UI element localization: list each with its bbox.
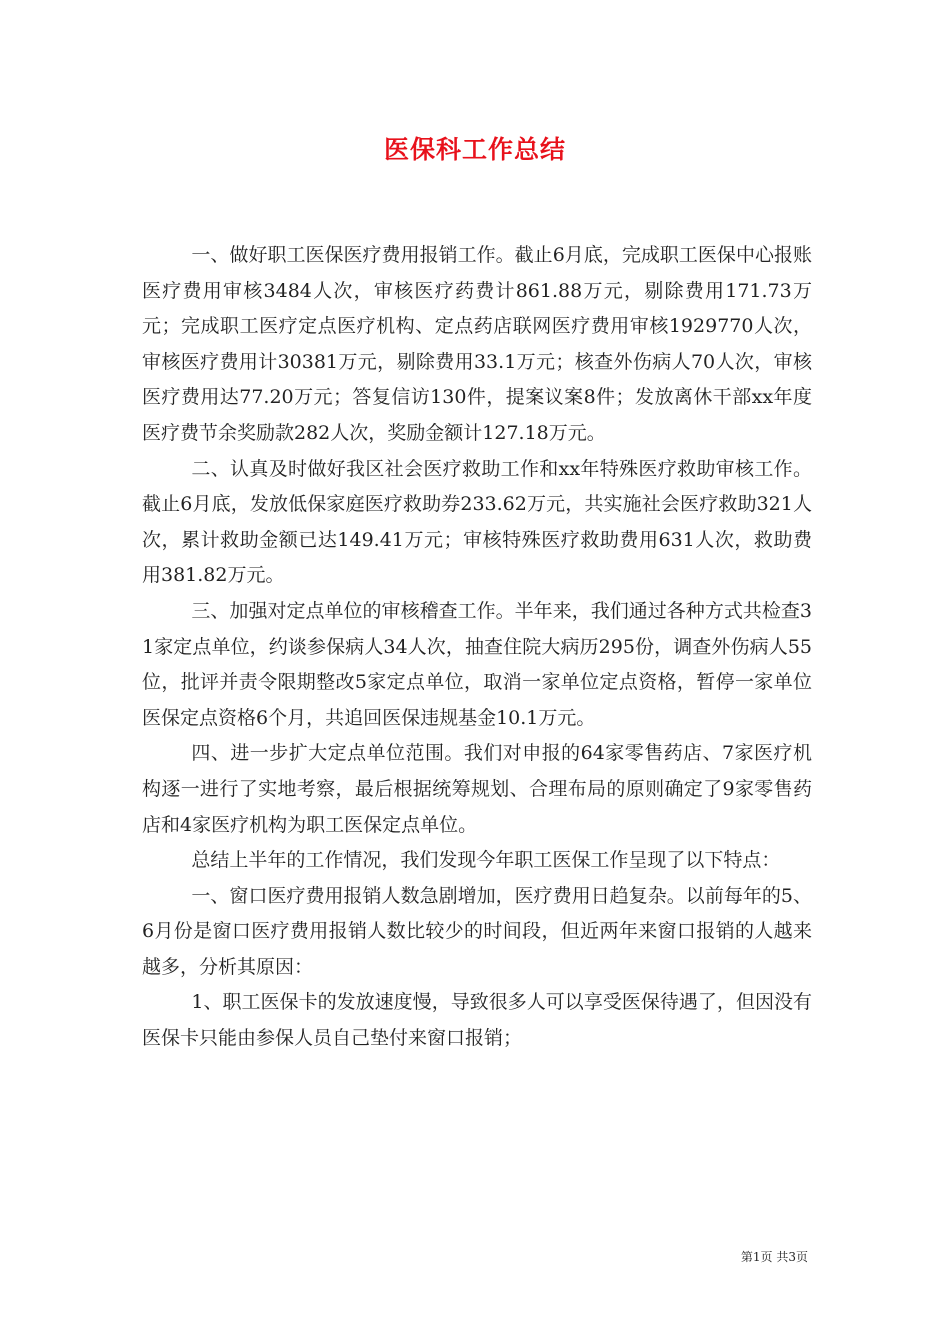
paragraph-5: 总结上半年的工作情况，我们发现今年职工医保工作呈现了以下特点： bbox=[191, 849, 781, 872]
page-title: 医保科工作总结 bbox=[383, 135, 566, 164]
paragraph-1: 一、做好职工医保医疗费用报销工作。截止6月底，完成职工医保中心报账医疗费用审核3484人次，审核医疗药费计861.88万元，剔除费用171.73万元；完成职工医疗定点医疗机构、定点药店联网医疗费用审核1929770人次，审核医疗费用计30381万元，剔除费用33.1万元；核查外伤病人70人次，审核医疗费用达77.20万元；答复信访130件，提案议案8件；发放离休干部xx年度医疗费节余奖励款282人次，奖励金额计127.18万元。 bbox=[142, 244, 812, 444]
paragraph-6: 一、窗口医疗费用报销人数急剧增加，医疗费用日趋复杂。以前每年的5、6月份是窗口医疗费用报销人数比较少的时间段，但近两年来窗口报销的人越来越多，分析其原因： bbox=[142, 884, 812, 978]
paragraph-4: 四、进一步扩大定点单位范围。我们对申报的64家零售药店、7家医疗机构逐一进行了实地考察，最后根据统筹规划、合理布局的原则确定了9家零售药店和4家医疗机构为职工医保定点单位。 bbox=[142, 742, 812, 836]
paragraph-2: 二、认真及时做好我区社会医疗救助工作和xx年特殊医疗救助审核工作。截止6月底，发放低保家庭医疗救助券233.62万元，共实施社会医疗救助321人次，累计救助金额已达149.41万元；审核特殊医疗救助费用631人次，救助费用381.82万元。 bbox=[142, 457, 812, 587]
paragraph-7: 1、职工医保卡的发放速度慢，导致很多人可以享受医保待遇了，但因没有医保卡只能由参保人员自己垫付来窗口报销； bbox=[142, 991, 812, 1050]
paragraph-3: 三、加强对定点单位的审核稽查工作。半年来，我们通过各种方式共检查31家定点单位，约谈参保病人34人次，抽查住院大病历295份，调查外伤病人55位，批评并责令限期整改5家定点单位，取消一家单位定点资格，暂停一家单位医保定点资格6个月，共追回医保违规基金10.1万元。 bbox=[142, 599, 812, 729]
page-number: 第1页 共3页 bbox=[740, 1250, 808, 1264]
document-body bbox=[142, 238, 812, 1057]
